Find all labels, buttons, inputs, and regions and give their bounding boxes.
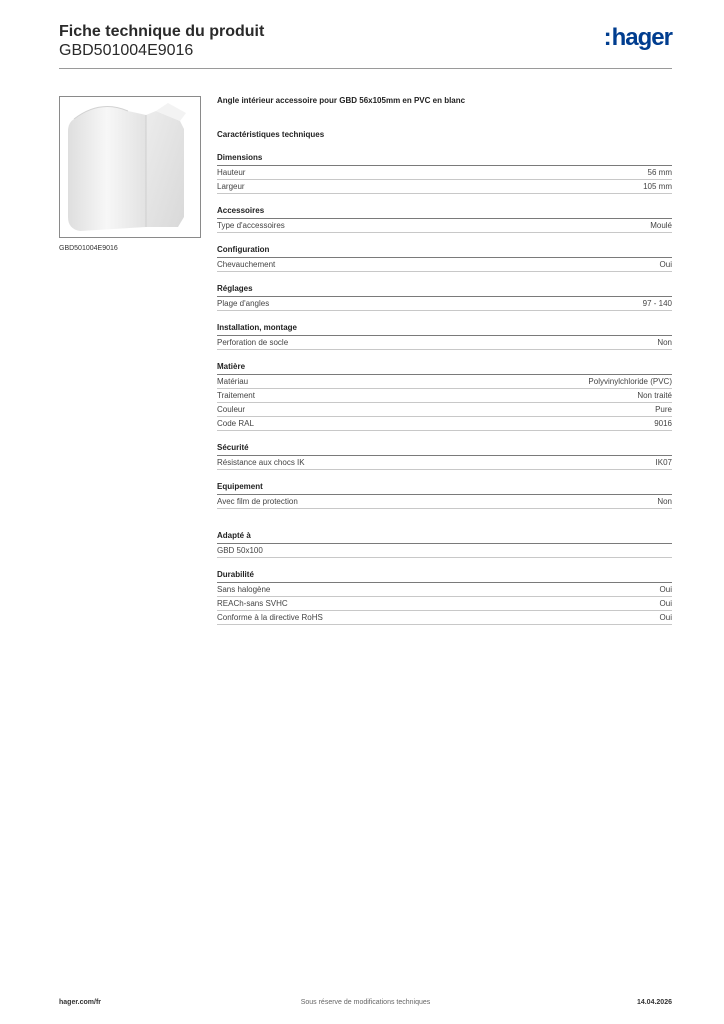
spec-label: Code RAL (217, 419, 254, 428)
spec-value: Oui (659, 260, 672, 269)
spec-row (217, 375, 672, 389)
spec-value: Moulé (650, 221, 672, 230)
section-title: Accessoires (217, 206, 672, 219)
spec-row (217, 544, 672, 558)
product-reference: GBD501004E9016 (59, 42, 194, 59)
spec-label: GBD 50x100 (217, 546, 263, 555)
spec-label: Plage d'angles (217, 299, 270, 308)
spec-row (217, 166, 672, 180)
spec-row (217, 417, 672, 431)
section-title: Configuration (217, 245, 672, 258)
spec-label: Résistance aux chocs IK (217, 458, 305, 467)
spec-label: Conforme à la directive RoHS (217, 613, 323, 622)
section-title: Installation, montage (217, 323, 672, 336)
spec-section (217, 284, 672, 311)
spec-label: REACh-sans SVHC (217, 599, 288, 608)
footer-date: 14.04.2026 (636, 999, 672, 1006)
section-title: Matière (217, 362, 672, 375)
spec-value: Pure (655, 405, 672, 414)
section-title: Réglages (217, 284, 672, 297)
spec-row (217, 583, 672, 597)
spec-row (217, 456, 672, 470)
spec-row (217, 180, 672, 194)
document-title: Fiche technique du produit (59, 23, 265, 40)
spec-value: 105 mm (643, 182, 672, 191)
section-title: Durabilité (217, 570, 672, 583)
footer-disclaimer: Sous réserve de modifications techniques (300, 999, 431, 1006)
spec-label: Perforation de socle (217, 338, 289, 347)
spec-row (217, 297, 672, 311)
spec-row (217, 389, 672, 403)
spec-row (217, 336, 672, 350)
logo-mark-icon: : (603, 24, 611, 51)
technical-characteristics-title: Caractéristiques techniques (217, 130, 325, 139)
spec-label: Avec film de protection (217, 497, 298, 506)
product-description: Angle intérieur accessoire pour GBD 56x105mm en PVC en blanc (217, 96, 466, 105)
spec-label: Hauteur (217, 168, 246, 177)
product-image (59, 96, 201, 238)
spec-row (217, 495, 672, 509)
document-header (59, 22, 264, 60)
spec-value: 9016 (654, 419, 672, 428)
section-title: Equipement (217, 482, 672, 495)
spec-section (217, 531, 672, 558)
spec-label: Type d'accessoires (217, 221, 285, 230)
spec-section (217, 323, 672, 350)
spec-value: Oui (659, 599, 672, 608)
header-divider (59, 68, 672, 69)
spec-row (217, 611, 672, 625)
spec-value: 97 - 140 (642, 299, 672, 308)
spec-section (217, 443, 672, 470)
spec-label: Couleur (217, 405, 246, 414)
image-caption: GBD501004E9016 (59, 245, 118, 252)
spec-value: Non traité (637, 391, 672, 400)
spec-label: Chevauchement (217, 260, 276, 269)
spec-section (217, 245, 672, 272)
spec-row (217, 258, 672, 272)
spec-content (217, 95, 672, 625)
spec-section (217, 362, 672, 431)
spec-value: Oui (659, 585, 672, 594)
spec-label: Traitement (217, 391, 255, 400)
spec-value: Non (657, 497, 672, 506)
spec-value: 56 mm (647, 168, 672, 177)
spec-row (217, 597, 672, 611)
spec-value: Non (657, 338, 672, 347)
spec-value: IK07 (655, 458, 672, 467)
logo-text: hager (611, 24, 672, 51)
spec-section (217, 153, 672, 194)
spec-sections (217, 153, 672, 625)
spec-value: Polyvinylchloride (PVC) (588, 377, 672, 386)
spec-row (217, 219, 672, 233)
footer-website: hager.com/fr (59, 999, 102, 1006)
spec-label: Largeur (217, 182, 245, 191)
spec-value: Oui (659, 613, 672, 622)
section-title: Sécurité (217, 443, 672, 456)
section-title: Dimensions (217, 153, 672, 166)
spec-label: Sans halogène (217, 585, 271, 594)
section-title: Adapté à (217, 531, 672, 544)
spec-section (217, 482, 672, 509)
spec-row (217, 403, 672, 417)
inner-angle-accessory-icon (60, 97, 200, 237)
spec-section (217, 206, 672, 233)
spec-label: Matériau (217, 377, 249, 386)
hager-logo (604, 24, 672, 52)
spec-section (217, 570, 672, 625)
